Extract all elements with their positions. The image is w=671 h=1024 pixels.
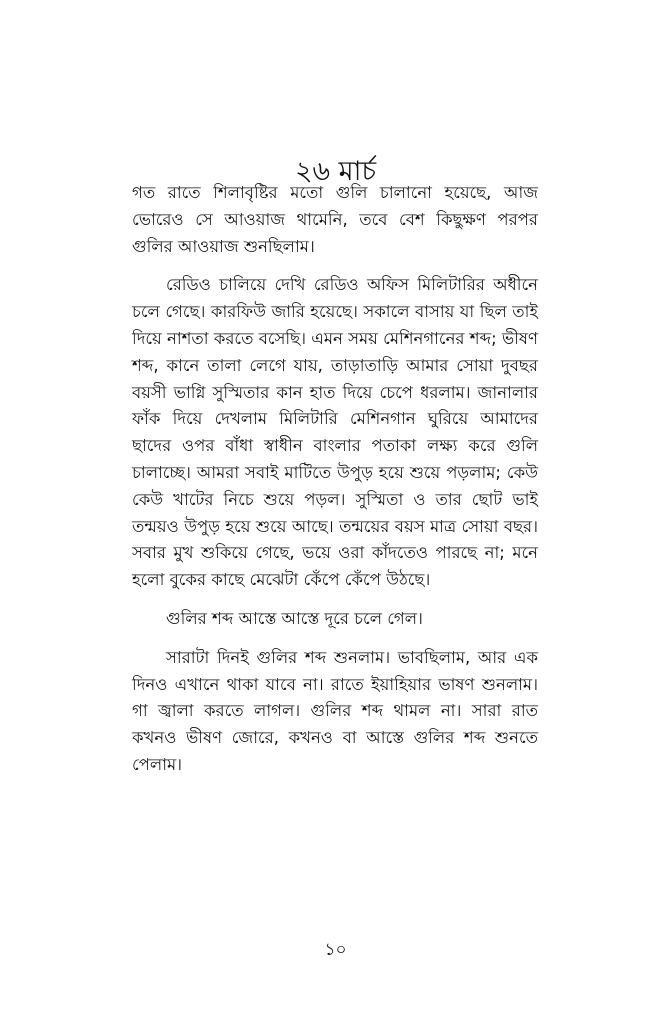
body-text [132, 180, 538, 779]
paragraph-4: সারাটা দিনই গুলির শব্দ শুনলাম। ভাবছিলাম, আর এক দিনও এখানে থাকা যাবে না। রাতে ইয়াহিয়ার ভাষণ শুনলাম। গা জ্বালা করতে লাগল। গুলির শব্দ থামল না। সারা রাত কখনও ভীষণ জোরে, কখনও বা আস্তে গুলির শব্দ শুনতে পেলাম। [132, 647, 538, 774]
page-title: ২৬ মার্চ [294, 156, 377, 188]
paragraph-1: গত রাতে শিলাবৃষ্টির মতো গুলি চালানো হয়েছে, আজ ভোরেও সে আওয়াজ থামেনি, তবে বেশ কিছুক্ষণ পরপর গুলির আওয়াজ শুনছিলাম। [132, 183, 538, 256]
paragraph-2: রেডিও চালিয়ে দেখি রেডিও অফিস মিলিটারির অধীনে চলে গেছে। কারফিউ জারি হয়েছে। সকালে বাসায় যা ছিল তাই দিয়ে নাশতা করতে বসেছি। এমন সময় মেশিনগানের শব্দ; ভীষণ শব্দ, কানে তালা লেগে যায়, তাড়াতাড়ি আমার সোয়া দুবছর বয়সী ভাগ্নি সুস্মিতার কান হাত দিয়ে চেপে ধরলাম। জানালার ফাঁক দিয়ে দেখলাম মিলিটারি মেশিনগান ঘুরিয়ে আমাদের ছাদের ওপর বাঁধা স্বাধীন বাংলার পতাকা লক্ষ্য করে গুলি চালাচ্ছে। আমরা সবাই মাটিতে উপুড় হয়ে শুয়ে পড়লাম; কেউ কেউ খাটের নিচে শুয়ে পড়ল। সুস্মিতা ও তার ছোট ভাই তন্ময়ও উপুড় হয়ে শুয়ে আছে। তন্ময়ের বয়স মাত্র সোয়া বছর। সবার মুখ শুকিয়ে গেছে, ভয়ে ওরা কাঁদতেও পারছে না; মনে হলো বুকের কাছে মেঝেটা কেঁপে কেঁপে উঠছে। [132, 275, 538, 590]
page-number: ১০ [324, 940, 347, 960]
paragraph-3: গুলির শব্দ আস্তে আস্তে দূরে চলে গেল। [166, 608, 423, 628]
